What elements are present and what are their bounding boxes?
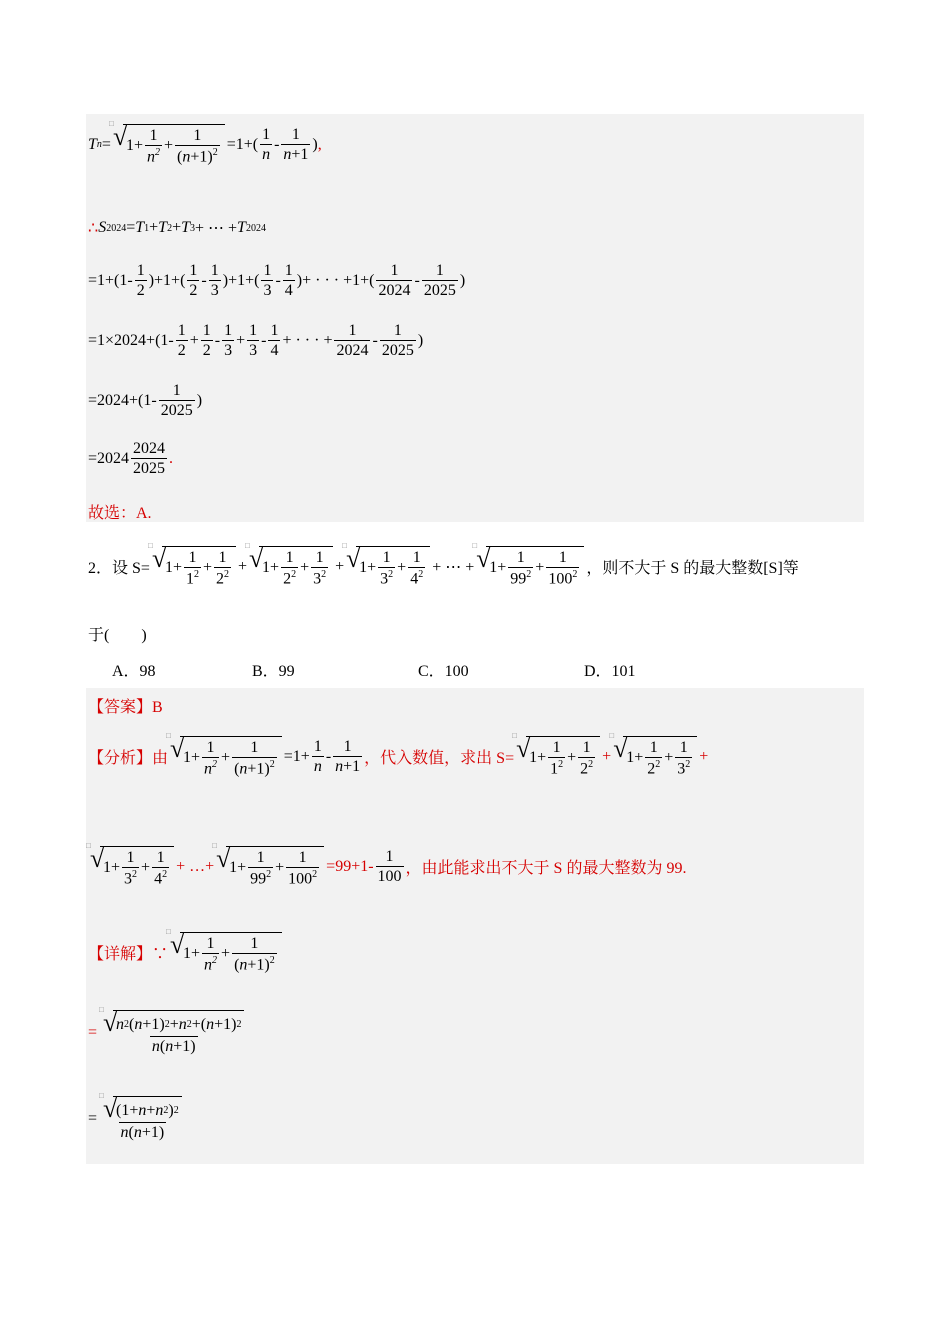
detail-line-3: = □ √ (1+ n + n 2 ) 2 n(n+1) <box>88 1096 188 1142</box>
analysis-line-2: □ √ 1+ $\frac{1}{3^2}$ + $\frac{1}{4^2}$ + …+ □ √ 1+ $\frac{1}{99^2}$ + $\frac{1}{100^2}$ =99+1- $\frac{1}{100}$ ，由此能求出不大于 S 的最大整数为 99. <box>88 846 686 888</box>
detail-line-2: = □ √ n 2 ( n +1) 2 + n 2 +( n +1) 2 n(n+1) <box>88 1010 250 1056</box>
detail-line-1: 【详解】∵ □ √ 1+ $\frac{1}{n^2}$ + $\frac{1}{(n+1)^2}$ <box>88 932 284 974</box>
conclusion-1: 故选：A. <box>88 505 152 522</box>
question-2-stem-line2: 于( ) <box>88 627 147 644</box>
sum-simplified: =2024+(1- $\frac{1}{2025}$ ) <box>88 382 203 419</box>
choice-b[interactable]: B．99 <box>252 663 295 680</box>
sum-definition: ∴ S 2024 = T 1 + T 2 + T 3 + ⋯ + T 2024 <box>88 219 266 237</box>
choice-a[interactable]: A．98 <box>112 663 156 680</box>
sum-result: =2024 $\frac{2024}{2025}$ . <box>88 440 174 477</box>
tn-formula: T n = □ √ 1+ $\frac{1}{n^2}$ + $\frac{1}{(n+1)^2}$ =1+( $\frac{1}{n}$ - $\frac{1}{n+1}$ ) , <box>88 124 322 166</box>
sum-expansion: =1+(1- $\frac{1}{2}$ )+1+( $\frac{1}{2}$ - $\frac{1}{3}$ )+1+( $\frac{1}{3}$ - $\frac{1}{4}$ )+ · · · +1+( $\frac{1}{2024}$ - $\frac{1}{2025}$ ) <box>88 262 466 299</box>
sum-regroup: =1×2024+(1- $\frac{1}{2}$ + $\frac{1}{2}$ - $\frac{1}{3}$ + $\frac{1}{3}$ - $\frac{1}{4}$ + · · · + $\frac{1}{2024}$ - $\frac{1}{2025}$ ) <box>88 322 424 359</box>
solution-block-1 <box>86 114 864 522</box>
answer-tag: 【答案】B <box>88 699 163 716</box>
choice-c[interactable]: C．100 <box>418 663 469 680</box>
analysis-line-1: 【分析】由 □ √ 1+ $\frac{1}{n^2}$ + $\frac{1}{(n+1)^2}$ =1+ $\frac{1}{n}$ - $\frac{1}{n+1}$ ，代入数值，求出 S= □ √ 1+ $\frac{1}{1^2}$ + $\frac{1}{2^2}$ + □ √ 1+ $\frac{1}{2^2}$ + $\frac{1}{3^2}$ + <box>88 736 708 778</box>
choice-d[interactable]: D．101 <box>584 663 636 680</box>
question-2-stem: 2． 设 S= □ √ 1+ $\frac{1}{1^2}$ + $\frac{1}{2^2}$ + □ √ 1+ $\frac{1}{2^2}$ + $\frac{1}{3^2}$ + □ √ 1+ $\frac{1}{3^2}$ + $\frac{1}{4^2}$ + ⋯ + □ √ 1+ $\frac{1}{99^2}$ + $\frac{1}{100^2}$ ，则不大于 S 的最大整数[S]等 <box>88 546 799 588</box>
